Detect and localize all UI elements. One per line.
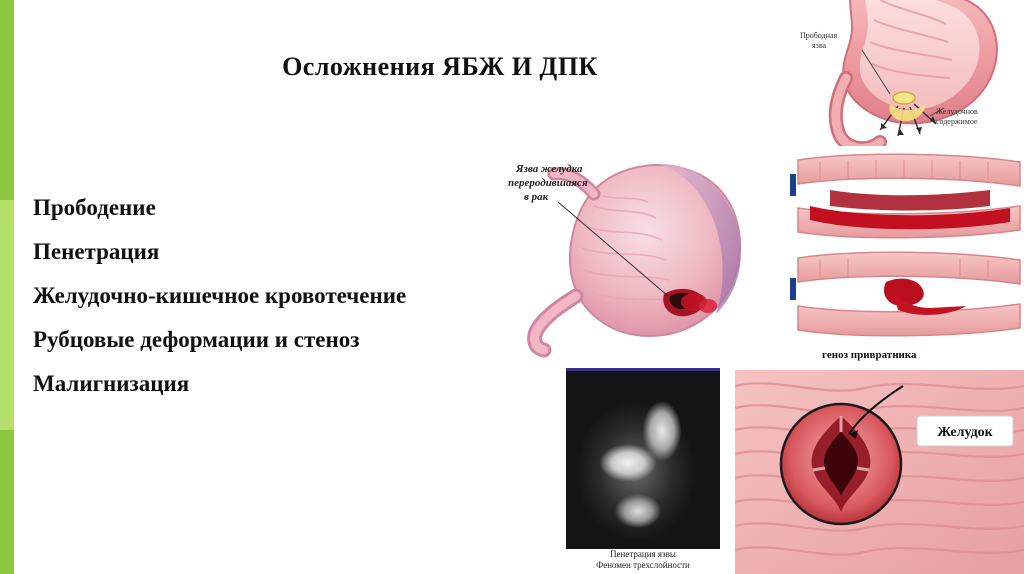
perforation-label-line1: Прободная [800, 31, 838, 40]
list-item: Малигнизация [33, 371, 190, 396]
accent-bar-bottom [0, 430, 14, 574]
stomach-cancer-figure [498, 150, 818, 380]
list-item: Желудочно-кишечное кровотечение [33, 283, 407, 308]
xray-image [566, 368, 720, 549]
list-item: Пенетрация [33, 239, 160, 264]
bleeding-caption: геноз привратника [822, 349, 917, 361]
barium-xray-figure [566, 368, 720, 574]
contents-label-line1: Желудочнов [936, 107, 978, 116]
accent-bar-middle [0, 200, 14, 430]
slide-title: Осложнения ЯБЖ И ДПК [282, 52, 598, 81]
cancer-caption-line1: Язва желудка [516, 163, 583, 175]
perforated-ulcer-figure [740, 0, 1024, 146]
contents-label-line2: содержимое [936, 117, 978, 126]
list-item: Прободение [33, 195, 156, 220]
bullet-list [33, 196, 553, 416]
gastric-bleeding-figure [790, 150, 1024, 365]
xray-caption-line1: Пенетрация язвы [610, 549, 676, 559]
xray-caption [566, 546, 720, 572]
cancer-caption-line2: переродившаяся [508, 177, 588, 189]
cancer-caption-line3: в рак [524, 191, 549, 203]
list-item: Рубцовые деформации и стеноз [33, 327, 360, 352]
pyloric-stenosis-figure [735, 360, 1024, 574]
xray-caption-line2: Феномен трехслойности [596, 560, 690, 571]
perforation-label-line2: язва [812, 41, 827, 50]
accent-bar-top [0, 0, 14, 200]
stomach-label: Желудок [937, 425, 993, 440]
